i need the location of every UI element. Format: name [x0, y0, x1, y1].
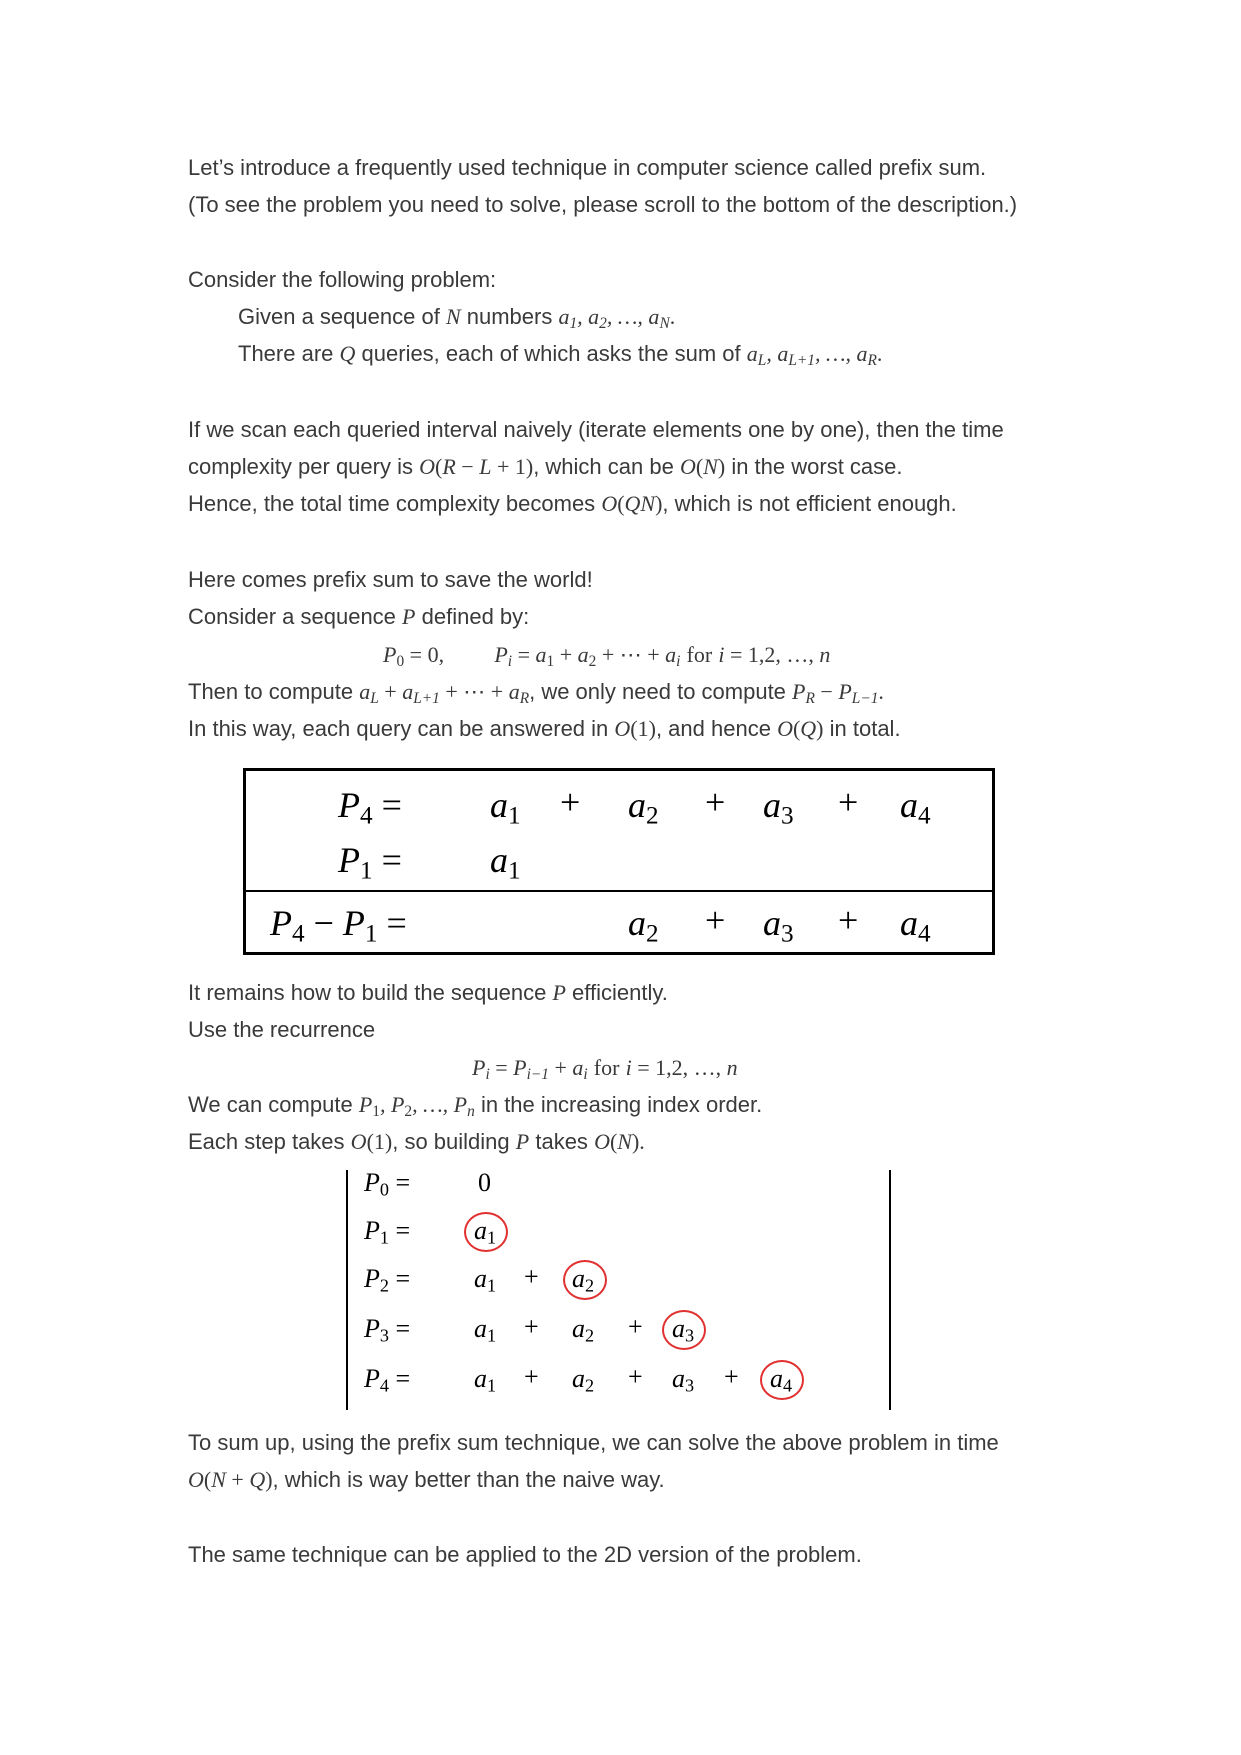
- row-p4-a2: $a_2$: [628, 785, 659, 830]
- build-row-p4-plus3: +: [724, 1362, 739, 1391]
- build-row-p0: $P_0$ =: [364, 1168, 411, 1200]
- highlight-circle-a3: [662, 1310, 706, 1350]
- prefix-line-2: Consider a sequence P defined by:: [188, 604, 530, 629]
- build-row-p3-plus2: +: [628, 1312, 643, 1341]
- row-p1-a1: $a_1$: [490, 840, 521, 885]
- row-p4-a4: $a_4$: [900, 785, 931, 830]
- build-row-p2: $P_2$ =: [364, 1264, 411, 1296]
- table-divider: [243, 890, 995, 892]
- summary-line-1: To sum up, using the prefix sum technique, we can solve the above problem in time: [188, 1430, 999, 1455]
- row-diff-a2: $a_2$: [628, 903, 659, 948]
- summary-line-2: O(N + Q), which is way better than the naive way.: [188, 1467, 665, 1492]
- build-row-p3-a1: $a_1$: [474, 1314, 497, 1346]
- build-row-p1: $P_1$ =: [364, 1216, 411, 1248]
- naive-line-1: If we scan each queried interval naively (iterate elements one by one), then the time: [188, 417, 1004, 442]
- row-p4-plus3: +: [838, 782, 859, 822]
- build-row-p2-a1: $a_1$: [474, 1264, 497, 1296]
- build-line-4: Each step takes O(1), so building P takes O(N).: [188, 1129, 645, 1154]
- row-p4-label: $P_4$ =: [338, 785, 402, 830]
- problem-queries: There are Q queries, each of which asks the sum of $a_L$, $a_{L+1}$, …, $a_R$.: [238, 341, 883, 369]
- row-diff-plus2: +: [705, 900, 726, 940]
- highlight-circle-a2: [563, 1260, 607, 1300]
- build-row-p4-a3: $a_3$: [672, 1364, 695, 1396]
- build-row-p4-a4: $a_4$: [770, 1364, 793, 1396]
- build-row-p0-zero: 0: [478, 1168, 491, 1197]
- highlight-circle-a4: [760, 1360, 804, 1400]
- build-row-p4-a1: $a_1$: [474, 1364, 497, 1396]
- row-diff-label: $P_4 - P_1$ =: [270, 903, 407, 948]
- problem-given: Given a sequence of N numbers $a_1$, $a_2$, …, $a_N$.: [238, 304, 676, 332]
- row-p4-a1: $a_1$: [490, 785, 521, 830]
- naive-line-2: complexity per query is O(R − L + 1), which can be O(N) in the worst case.: [188, 454, 903, 479]
- build-line-3: We can compute $P_1$, $P_2$, …, $P_n$ in the increasing index order.: [188, 1092, 763, 1120]
- build-row-p2-plus: +: [524, 1262, 539, 1291]
- row-diff-plus3: +: [838, 900, 859, 940]
- prefix-definition: $P_0 = 0$, $P_i = a_1 + a_2$ + ⋯ + $a_i$ for i = 1,2, …, n: [383, 642, 831, 670]
- intro-line-1: Let’s introduce a frequently used technique in computer science called prefix sum.: [188, 155, 987, 180]
- build-line-1: It remains how to build the sequence P efficiently.: [188, 980, 668, 1005]
- prefix-line-1: Here comes prefix sum to save the world!: [188, 567, 593, 592]
- build-row-p4-plus1: +: [524, 1362, 539, 1391]
- build-row-p3-a2: $a_2$: [572, 1314, 595, 1346]
- build-row-p3-a3: $a_3$: [672, 1314, 695, 1346]
- row-diff-a3: $a_3$: [763, 903, 794, 948]
- prefix-line-3: Then to compute $a_L + a_{L+1}$ + ⋯ + $a_R$, we only need to compute $P_R - P_{L-1}$.: [188, 679, 884, 707]
- build-row-p4-plus2: +: [628, 1362, 643, 1391]
- naive-line-3: Hence, the total time complexity becomes O(QN), which is not efficient enough.: [188, 491, 957, 516]
- prefix-line-4: In this way, each query can be answered in O(1), and hence O(Q) in total.: [188, 716, 901, 741]
- intro-line-2: (To see the problem you need to solve, please scroll to the bottom of the description.): [188, 192, 1018, 217]
- highlight-circle-a1: [464, 1212, 508, 1252]
- build-row-p2-a2: $a_2$: [572, 1264, 595, 1296]
- row-p4-a3: $a_3$: [763, 785, 794, 830]
- summary-line-3: The same technique can be applied to the 2D version of the problem.: [188, 1542, 862, 1567]
- build-row-p1-a1: $a_1$: [474, 1216, 497, 1248]
- problem-heading: Consider the following problem:: [188, 267, 497, 292]
- build-row-p4-a2: $a_2$: [572, 1364, 595, 1396]
- build-table-left-border: [346, 1170, 348, 1410]
- build-table-right-border: [889, 1170, 891, 1410]
- row-diff-a4: $a_4$: [900, 903, 931, 948]
- row-p4-plus1: +: [560, 782, 581, 822]
- row-p1-label: $P_1$ =: [338, 840, 402, 885]
- build-row-p3: $P_3$ =: [364, 1314, 411, 1346]
- build-line-2: Use the recurrence: [188, 1017, 376, 1042]
- build-row-p4: $P_4$ =: [364, 1364, 411, 1396]
- recurrence: $P_i = P_{i-1} + a_i$ for i = 1,2, …, n: [472, 1055, 738, 1083]
- build-row-p3-plus1: +: [524, 1312, 539, 1341]
- row-p4-plus2: +: [705, 782, 726, 822]
